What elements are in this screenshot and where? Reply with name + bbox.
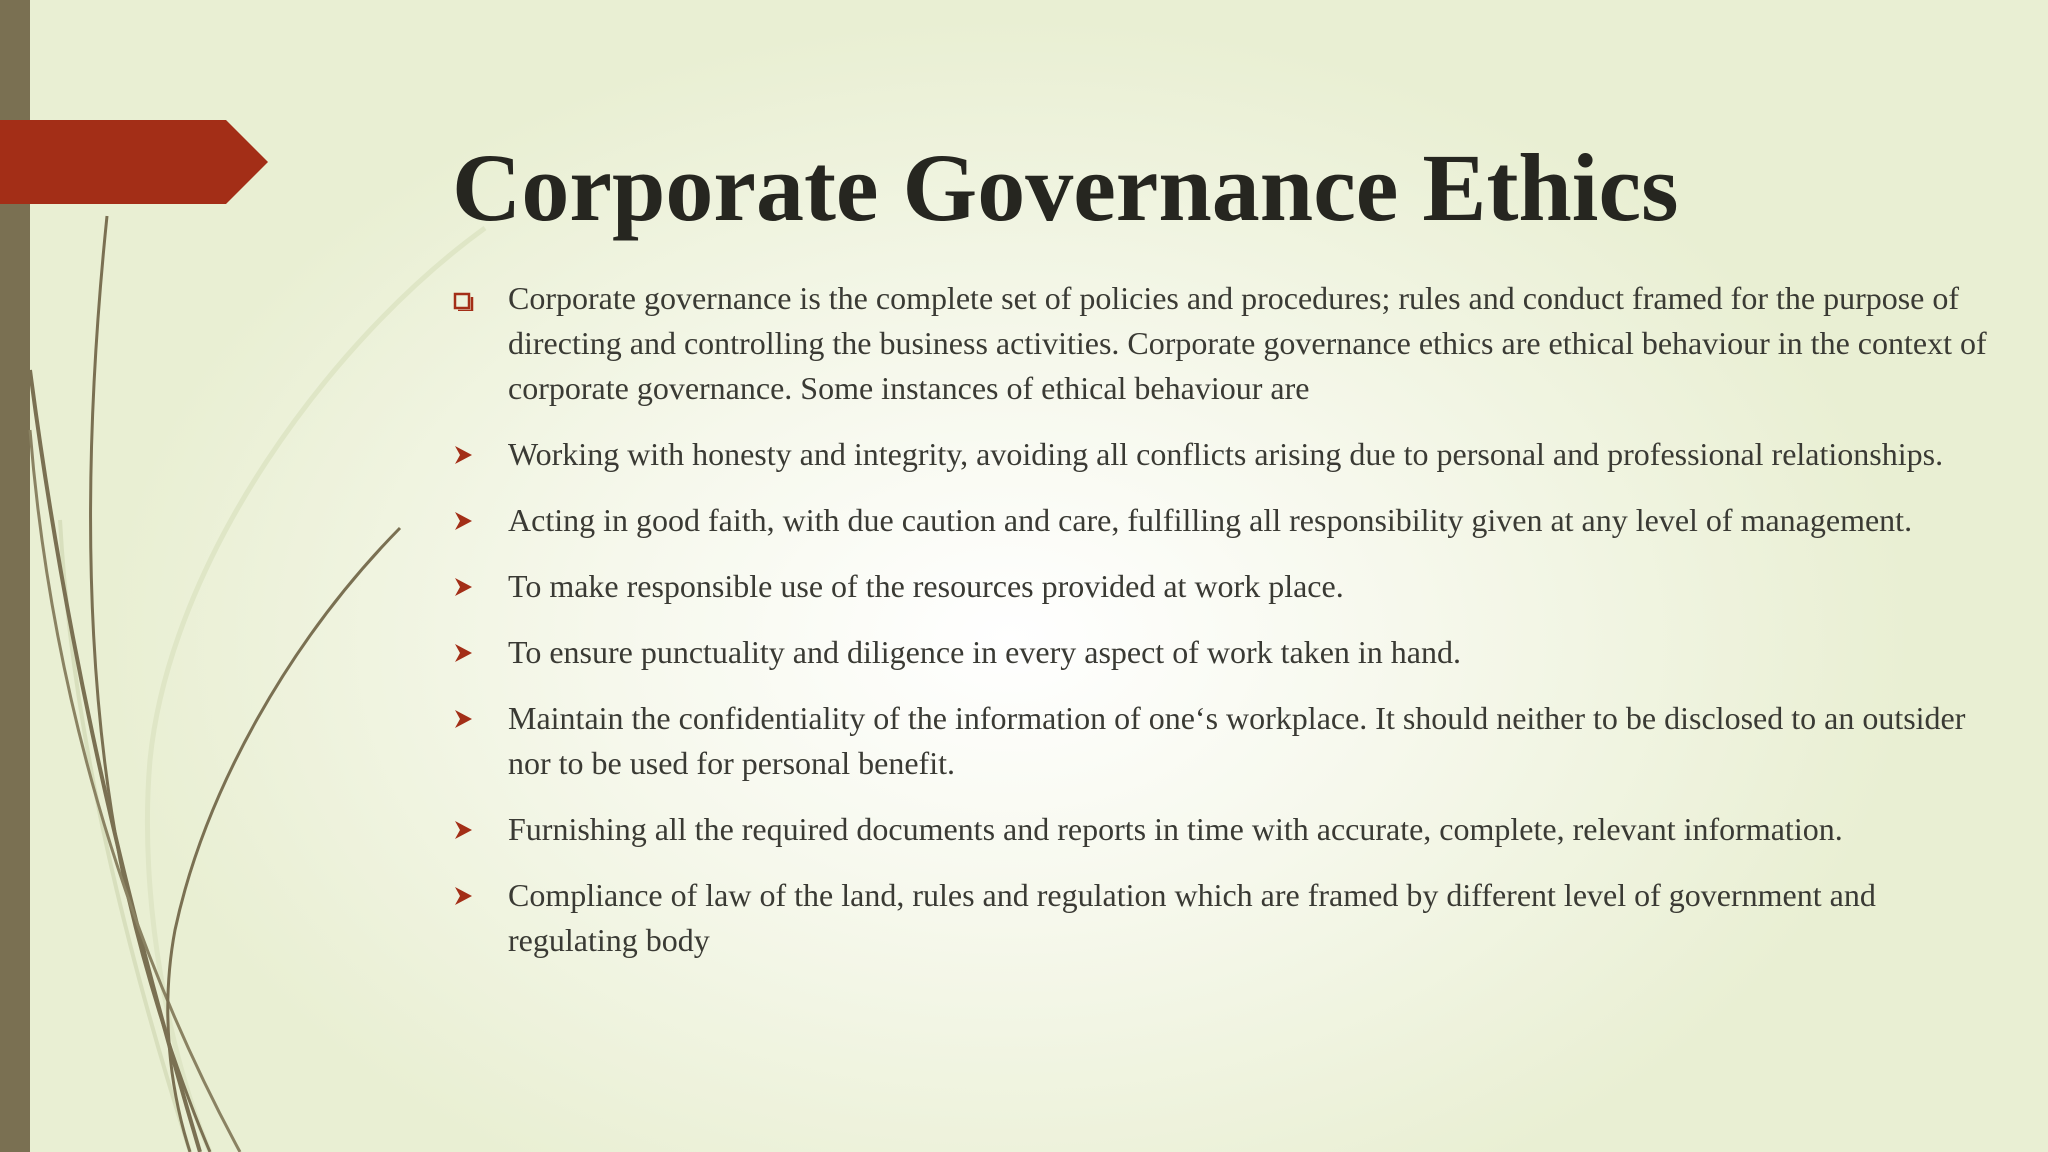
bullet-item (452, 276, 2012, 411)
bullet-item (452, 630, 2012, 675)
bullet-text: Corporate governance is the complete set of policies and procedures; rules and conduct framed for the purpose of directing and controlling the business activities. Corporate governance ethics are ethical behaviour in the context of corporate governance. Some instances of ethical behaviour are (508, 280, 1987, 406)
bullet-item (452, 498, 2012, 543)
bullet-item (452, 432, 2012, 477)
arrow-bullet-icon (452, 564, 482, 609)
bullet-item (452, 564, 2012, 609)
checkbox-icon (452, 276, 482, 321)
arrow-bullet-icon (452, 498, 482, 543)
bullet-text: Maintain the confidentiality of the information of one‘s workplace. It should neither to be disclosed to an outsider nor to be used for personal benefit. (508, 700, 1966, 781)
bullet-text: Acting in good faith, with due caution and care, fulfilling all responsibility given at any level of management. (508, 502, 1913, 538)
arrow-bullet-icon (452, 807, 482, 852)
arrow-bullet-icon (452, 873, 482, 918)
arrow-bullet-icon (452, 630, 482, 675)
bullet-text: Working with honesty and integrity, avoiding all conflicts arising due to personal and professional relationships. (508, 436, 1944, 472)
arrow-bullet-icon (452, 696, 482, 741)
arrow-bullet-icon (452, 432, 482, 477)
bullet-item (452, 873, 2012, 963)
bullet-item (452, 807, 2012, 852)
bullet-item (452, 696, 2012, 786)
bullet-list (452, 276, 2012, 984)
bullet-text: To make responsible use of the resources provided at work place. (508, 568, 1344, 604)
bullet-text: To ensure punctuality and diligence in every aspect of work taken in hand. (508, 634, 1461, 670)
red-arrow-tab (0, 120, 268, 204)
slide-title: Corporate Governance Ethics (452, 134, 1679, 241)
bullet-text: Compliance of law of the land, rules and regulation which are framed by different level of government and regulating body (508, 877, 1876, 958)
bullet-text: Furnishing all the required documents and reports in time with accurate, complete, relevant information. (508, 811, 1843, 847)
